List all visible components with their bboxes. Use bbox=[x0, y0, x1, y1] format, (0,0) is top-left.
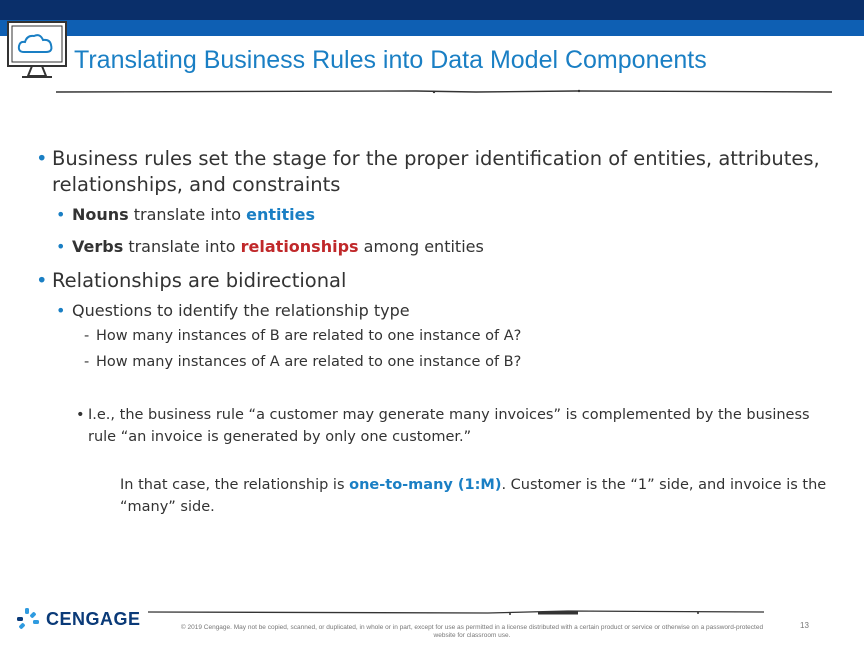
dash-item-b-to-a: - How many instances of B are related to one instance of A? bbox=[84, 328, 522, 344]
page-title: Translating Business Rules into Data Model Components bbox=[74, 46, 707, 74]
dash-icon: - bbox=[84, 328, 90, 344]
sub-bullet-questions: • Questions to identify the relationship type bbox=[56, 301, 410, 320]
title-underline bbox=[56, 88, 832, 96]
footer-divider bbox=[148, 608, 764, 616]
sub-bullet-verbs: • Verbs translate into relationships among entities bbox=[56, 237, 484, 256]
bullet-icon: • bbox=[36, 147, 48, 170]
conclusion-paragraph: In that case, the relationship is one-to-many (1:M). Customer is the “1” side, and invoice is the “many” side. bbox=[120, 477, 827, 515]
dash-icon: - bbox=[84, 354, 90, 370]
bullet-icon: • bbox=[56, 205, 66, 224]
cengage-logo bbox=[16, 608, 141, 630]
bullet-icon: • bbox=[76, 407, 85, 423]
bullet-business-rules: • Business rules set the stage for the proper identification of entities, attributes, relationships, and constraints bbox=[36, 147, 820, 196]
logo-text: CENGAGE bbox=[46, 608, 141, 629]
slide-content bbox=[36, 146, 836, 518]
sub-bullet-nouns: • Nouns translate into entities bbox=[56, 205, 315, 224]
bullet-icon: • bbox=[56, 237, 66, 256]
bullet-icon: • bbox=[36, 269, 48, 292]
example-bullet: • I.e., the business rule “a customer may generate many invoices” is complemented by the business rule “an invoice is generated by only one customer.” bbox=[76, 404, 828, 448]
cloud-monitor-icon bbox=[6, 20, 68, 82]
top-banner bbox=[0, 0, 864, 36]
copyright-notice: © 2019 Cengage. May not be copied, scanned, or duplicated, in whole or in part, except for use as permitted in a license distributed with a certain product or service or otherwise on a password-protected website for classroom use. bbox=[180, 624, 764, 639]
bullet-relationships: • Relationships are bidirectional bbox=[36, 269, 347, 292]
bullet-icon: • bbox=[56, 301, 66, 320]
page-number: 13 bbox=[800, 621, 809, 630]
dash-item-a-to-b: - How many instances of A are related to one instance of B? bbox=[84, 354, 522, 370]
cengage-sparkle-icon bbox=[16, 608, 40, 630]
